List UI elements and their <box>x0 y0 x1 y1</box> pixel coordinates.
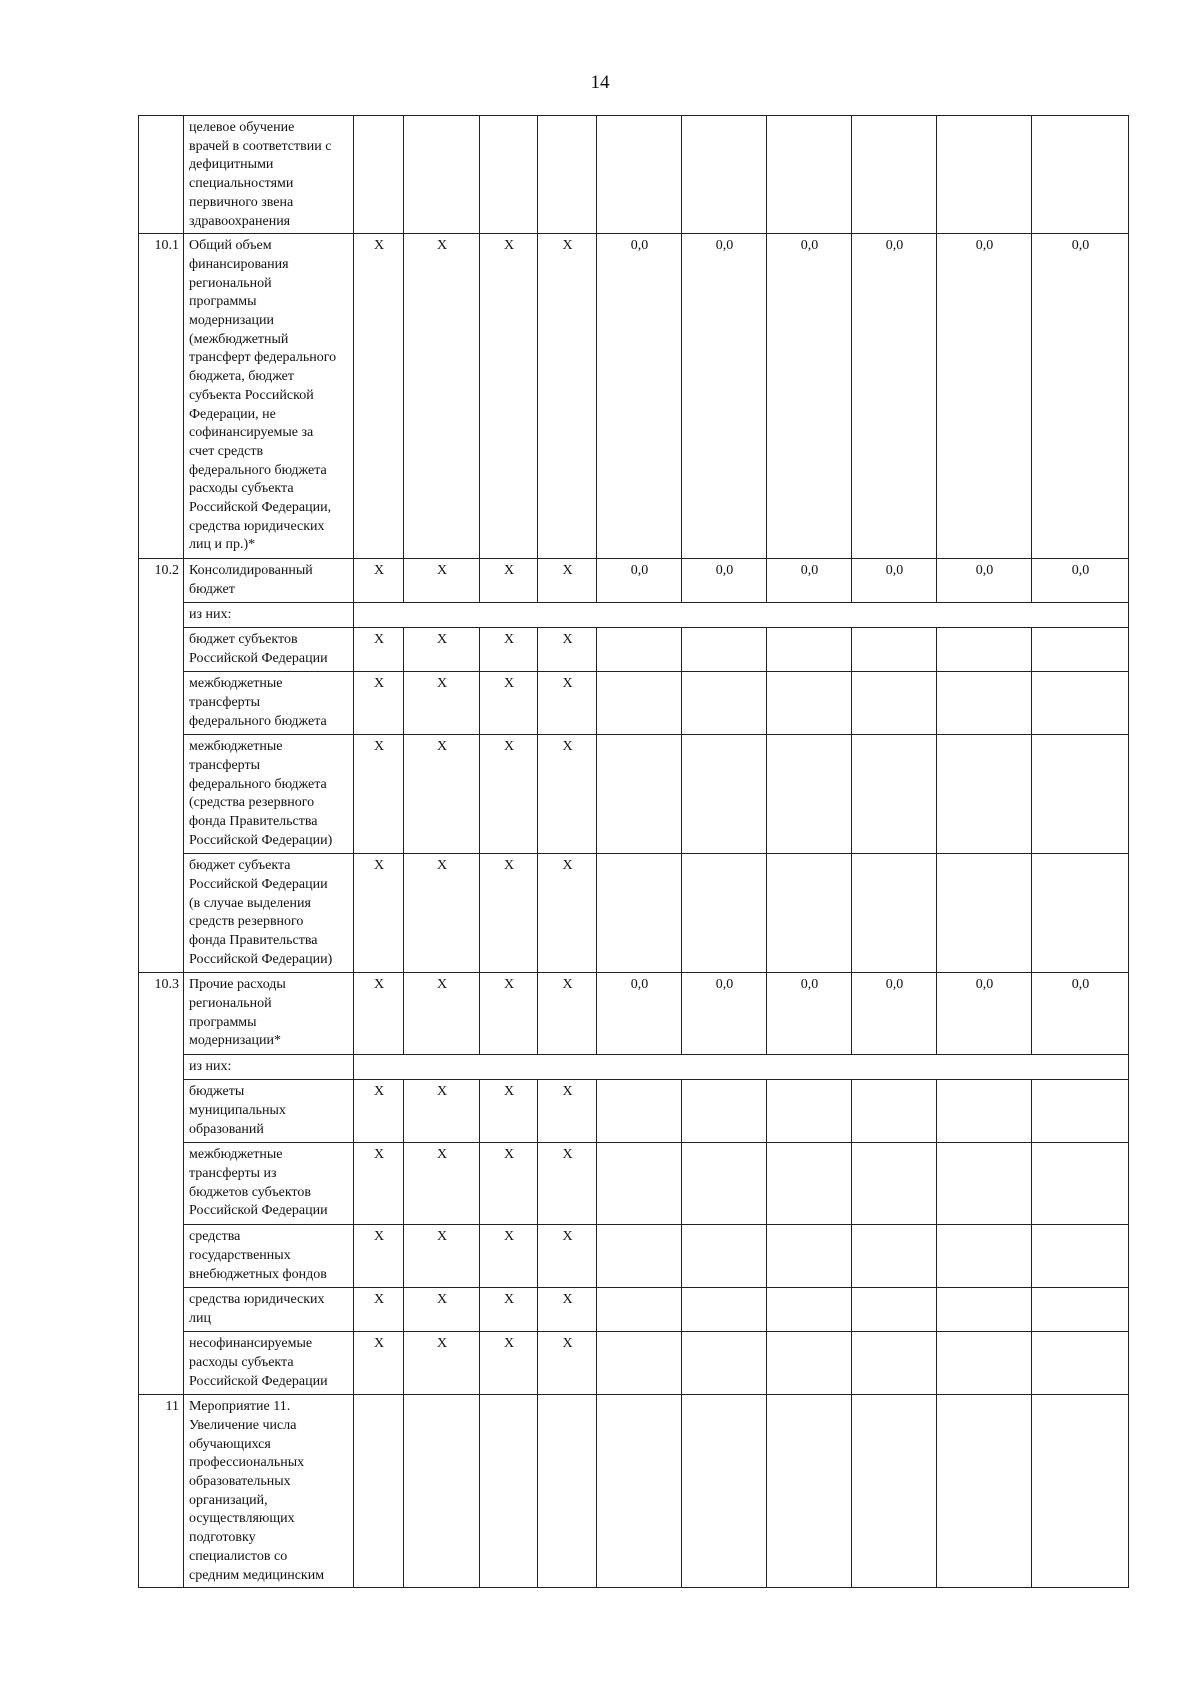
value-cell <box>767 1288 852 1332</box>
merged-cell <box>354 1055 1129 1080</box>
table-row <box>139 1143 1129 1225</box>
value-cell <box>1032 735 1129 854</box>
value-cell <box>767 1143 852 1225</box>
value-cell: 0,0 <box>682 973 767 1055</box>
value-cell: X <box>354 234 404 559</box>
row-label: средства государственных внебюджетных фондов <box>184 1225 354 1288</box>
value-cell: 0,0 <box>767 234 852 559</box>
value-cell: 0,0 <box>682 234 767 559</box>
value-cell <box>852 1288 937 1332</box>
value-cell <box>852 628 937 672</box>
value-cell: X <box>538 559 597 603</box>
value-cell <box>682 1288 767 1332</box>
value-cell <box>1032 1143 1129 1225</box>
table-row <box>139 628 1129 672</box>
value-cell: X <box>538 854 597 973</box>
value-cell: X <box>404 735 480 854</box>
value-cell <box>597 1332 682 1395</box>
table-row <box>139 1288 1129 1332</box>
value-cell <box>852 1080 937 1143</box>
row-number: 11 <box>139 1395 184 1588</box>
value-cell <box>597 1143 682 1225</box>
value-cell: 0,0 <box>767 559 852 603</box>
value-cell <box>767 628 852 672</box>
value-cell: X <box>354 559 404 603</box>
value-cell <box>682 1332 767 1395</box>
value-cell <box>1032 1332 1129 1395</box>
value-cell <box>597 854 682 973</box>
value-cell: 0,0 <box>1032 559 1129 603</box>
table-row <box>139 1395 1129 1588</box>
value-cell: X <box>480 1143 538 1225</box>
value-cell <box>1032 116 1129 234</box>
value-cell <box>852 735 937 854</box>
value-cell: X <box>404 234 480 559</box>
value-cell: 0,0 <box>682 559 767 603</box>
value-cell: X <box>354 1080 404 1143</box>
value-cell: X <box>538 1143 597 1225</box>
value-cell <box>597 735 682 854</box>
value-cell <box>767 116 852 234</box>
value-cell: 0,0 <box>852 234 937 559</box>
value-cell: X <box>480 1332 538 1395</box>
value-cell <box>597 1395 682 1588</box>
value-cell <box>682 1225 767 1288</box>
value-cell <box>852 1225 937 1288</box>
value-cell <box>682 1080 767 1143</box>
value-cell: X <box>538 628 597 672</box>
table-row <box>139 973 1129 1055</box>
value-cell: X <box>404 973 480 1055</box>
row-label: бюджет субъекта Российской Федерации (в случае выделения средств резервного фонда Правительства Российской Федерации) <box>184 854 354 973</box>
value-cell: 0,0 <box>852 559 937 603</box>
value-cell: X <box>354 1143 404 1225</box>
value-cell: 0,0 <box>597 973 682 1055</box>
value-cell: X <box>354 1288 404 1332</box>
row-label: Прочие расходы региональной программы модернизации* <box>184 973 354 1055</box>
value-cell <box>1032 1395 1129 1588</box>
value-cell <box>1032 1225 1129 1288</box>
table-row <box>139 672 1129 735</box>
value-cell <box>767 1225 852 1288</box>
value-cell: X <box>480 973 538 1055</box>
value-cell <box>937 1332 1032 1395</box>
value-cell <box>480 116 538 234</box>
value-cell: X <box>354 735 404 854</box>
table-body <box>139 116 1129 1588</box>
value-cell <box>852 1143 937 1225</box>
value-cell: X <box>538 973 597 1055</box>
value-cell: X <box>480 628 538 672</box>
value-cell: X <box>538 234 597 559</box>
value-cell <box>682 672 767 735</box>
page-number: 14 <box>590 72 610 93</box>
value-cell: X <box>404 854 480 973</box>
value-cell: X <box>480 559 538 603</box>
value-cell <box>597 672 682 735</box>
value-cell <box>682 735 767 854</box>
value-cell <box>597 1288 682 1332</box>
value-cell <box>937 1288 1032 1332</box>
table-row <box>139 1332 1129 1395</box>
row-label: бюджеты муниципальных образований <box>184 1080 354 1143</box>
table-row <box>139 735 1129 854</box>
value-cell <box>852 854 937 973</box>
value-cell <box>354 116 404 234</box>
value-cell: X <box>538 1332 597 1395</box>
value-cell: 0,0 <box>597 559 682 603</box>
value-cell <box>682 1143 767 1225</box>
value-cell <box>538 116 597 234</box>
value-cell: X <box>538 1080 597 1143</box>
value-cell: X <box>480 854 538 973</box>
value-cell: X <box>354 1225 404 1288</box>
value-cell <box>404 1395 480 1588</box>
value-cell <box>852 672 937 735</box>
value-cell: X <box>354 854 404 973</box>
value-cell <box>682 116 767 234</box>
value-cell: X <box>404 1225 480 1288</box>
value-cell <box>937 1080 1032 1143</box>
table-row <box>139 234 1129 559</box>
row-label: из них: <box>184 1055 354 1080</box>
value-cell <box>1032 1080 1129 1143</box>
row-label: Консолидированный бюджет <box>184 559 354 603</box>
value-cell <box>767 1332 852 1395</box>
value-cell: X <box>480 1288 538 1332</box>
value-cell <box>597 1225 682 1288</box>
value-cell: X <box>354 973 404 1055</box>
row-number: 10.2 <box>139 559 184 973</box>
value-cell <box>682 854 767 973</box>
value-cell <box>937 1143 1032 1225</box>
value-cell: X <box>480 735 538 854</box>
row-label: бюджет субъектов Российской Федерации <box>184 628 354 672</box>
value-cell: X <box>404 1332 480 1395</box>
table-row <box>139 1225 1129 1288</box>
value-cell: X <box>538 1288 597 1332</box>
value-cell: 0,0 <box>767 973 852 1055</box>
value-cell: 0,0 <box>1032 973 1129 1055</box>
value-cell <box>1032 628 1129 672</box>
value-cell <box>682 1395 767 1588</box>
value-cell: X <box>538 672 597 735</box>
row-label: несофинансируемые расходы субъекта Российской Федерации <box>184 1332 354 1395</box>
value-cell <box>852 1332 937 1395</box>
value-cell <box>767 1080 852 1143</box>
value-cell <box>767 1395 852 1588</box>
row-label: целевое обучение врачей в соответствии с дефицитными специальностями первичного звена здравоохранения <box>184 116 354 234</box>
value-cell: 0,0 <box>597 234 682 559</box>
value-cell: X <box>354 1332 404 1395</box>
value-cell: X <box>480 1080 538 1143</box>
value-cell <box>937 116 1032 234</box>
value-cell: X <box>480 234 538 559</box>
value-cell: 0,0 <box>852 973 937 1055</box>
value-cell <box>597 116 682 234</box>
value-cell: X <box>354 628 404 672</box>
table-row <box>139 1080 1129 1143</box>
value-cell: 0,0 <box>1032 234 1129 559</box>
row-label: Мероприятие 11. Увеличение числа обучающихся профессиональных образовательных организаций, осуществляющих подготовку специалистов со средним медицинским <box>184 1395 354 1588</box>
row-number: 10.1 <box>139 234 184 559</box>
value-cell: 0,0 <box>937 559 1032 603</box>
value-cell <box>538 1395 597 1588</box>
table-row <box>139 854 1129 973</box>
value-cell: X <box>404 672 480 735</box>
value-cell <box>404 116 480 234</box>
value-cell <box>852 116 937 234</box>
value-cell: X <box>404 628 480 672</box>
row-number <box>139 116 184 234</box>
value-cell <box>937 854 1032 973</box>
table-row <box>139 116 1129 234</box>
row-label: межбюджетные трансферты федерального бюджета (средства резервного фонда Правительства Российской Федерации) <box>184 735 354 854</box>
value-cell <box>937 628 1032 672</box>
value-cell <box>597 628 682 672</box>
value-cell: 0,0 <box>937 973 1032 1055</box>
value-cell <box>852 1395 937 1588</box>
row-number: 10.3 <box>139 973 184 1395</box>
value-cell <box>767 735 852 854</box>
value-cell: X <box>404 1143 480 1225</box>
row-label: средства юридических лиц <box>184 1288 354 1332</box>
value-cell: X <box>480 672 538 735</box>
value-cell <box>1032 672 1129 735</box>
value-cell <box>767 672 852 735</box>
value-cell <box>937 672 1032 735</box>
merged-cell <box>354 603 1129 628</box>
value-cell <box>937 1225 1032 1288</box>
value-cell <box>597 1080 682 1143</box>
value-cell <box>682 628 767 672</box>
financing-table <box>138 115 1129 1588</box>
value-cell: 0,0 <box>937 234 1032 559</box>
value-cell <box>1032 1288 1129 1332</box>
value-cell <box>937 735 1032 854</box>
row-label: Общий объем финансирования региональной программы модернизации (межбюджетный трансферт федерального бюджета, бюджет субъекта Российской Федерации, не софинансируемые за счет средств федерального бюджета расходы субъекта Российской Федерации, средства юридических лиц и пр.)* <box>184 234 354 559</box>
row-label: межбюджетные трансферты из бюджетов субъектов Российской Федерации <box>184 1143 354 1225</box>
table-row <box>139 1055 1129 1080</box>
value-cell <box>354 1395 404 1588</box>
value-cell: X <box>404 1080 480 1143</box>
row-label: межбюджетные трансферты федерального бюджета <box>184 672 354 735</box>
table-row <box>139 559 1129 603</box>
value-cell: X <box>404 1288 480 1332</box>
value-cell <box>1032 854 1129 973</box>
value-cell: X <box>538 735 597 854</box>
value-cell <box>767 854 852 973</box>
row-label: из них: <box>184 603 354 628</box>
table-row <box>139 603 1129 628</box>
value-cell: X <box>480 1225 538 1288</box>
value-cell: X <box>404 559 480 603</box>
value-cell: X <box>538 1225 597 1288</box>
value-cell <box>937 1395 1032 1588</box>
value-cell <box>480 1395 538 1588</box>
value-cell: X <box>354 672 404 735</box>
